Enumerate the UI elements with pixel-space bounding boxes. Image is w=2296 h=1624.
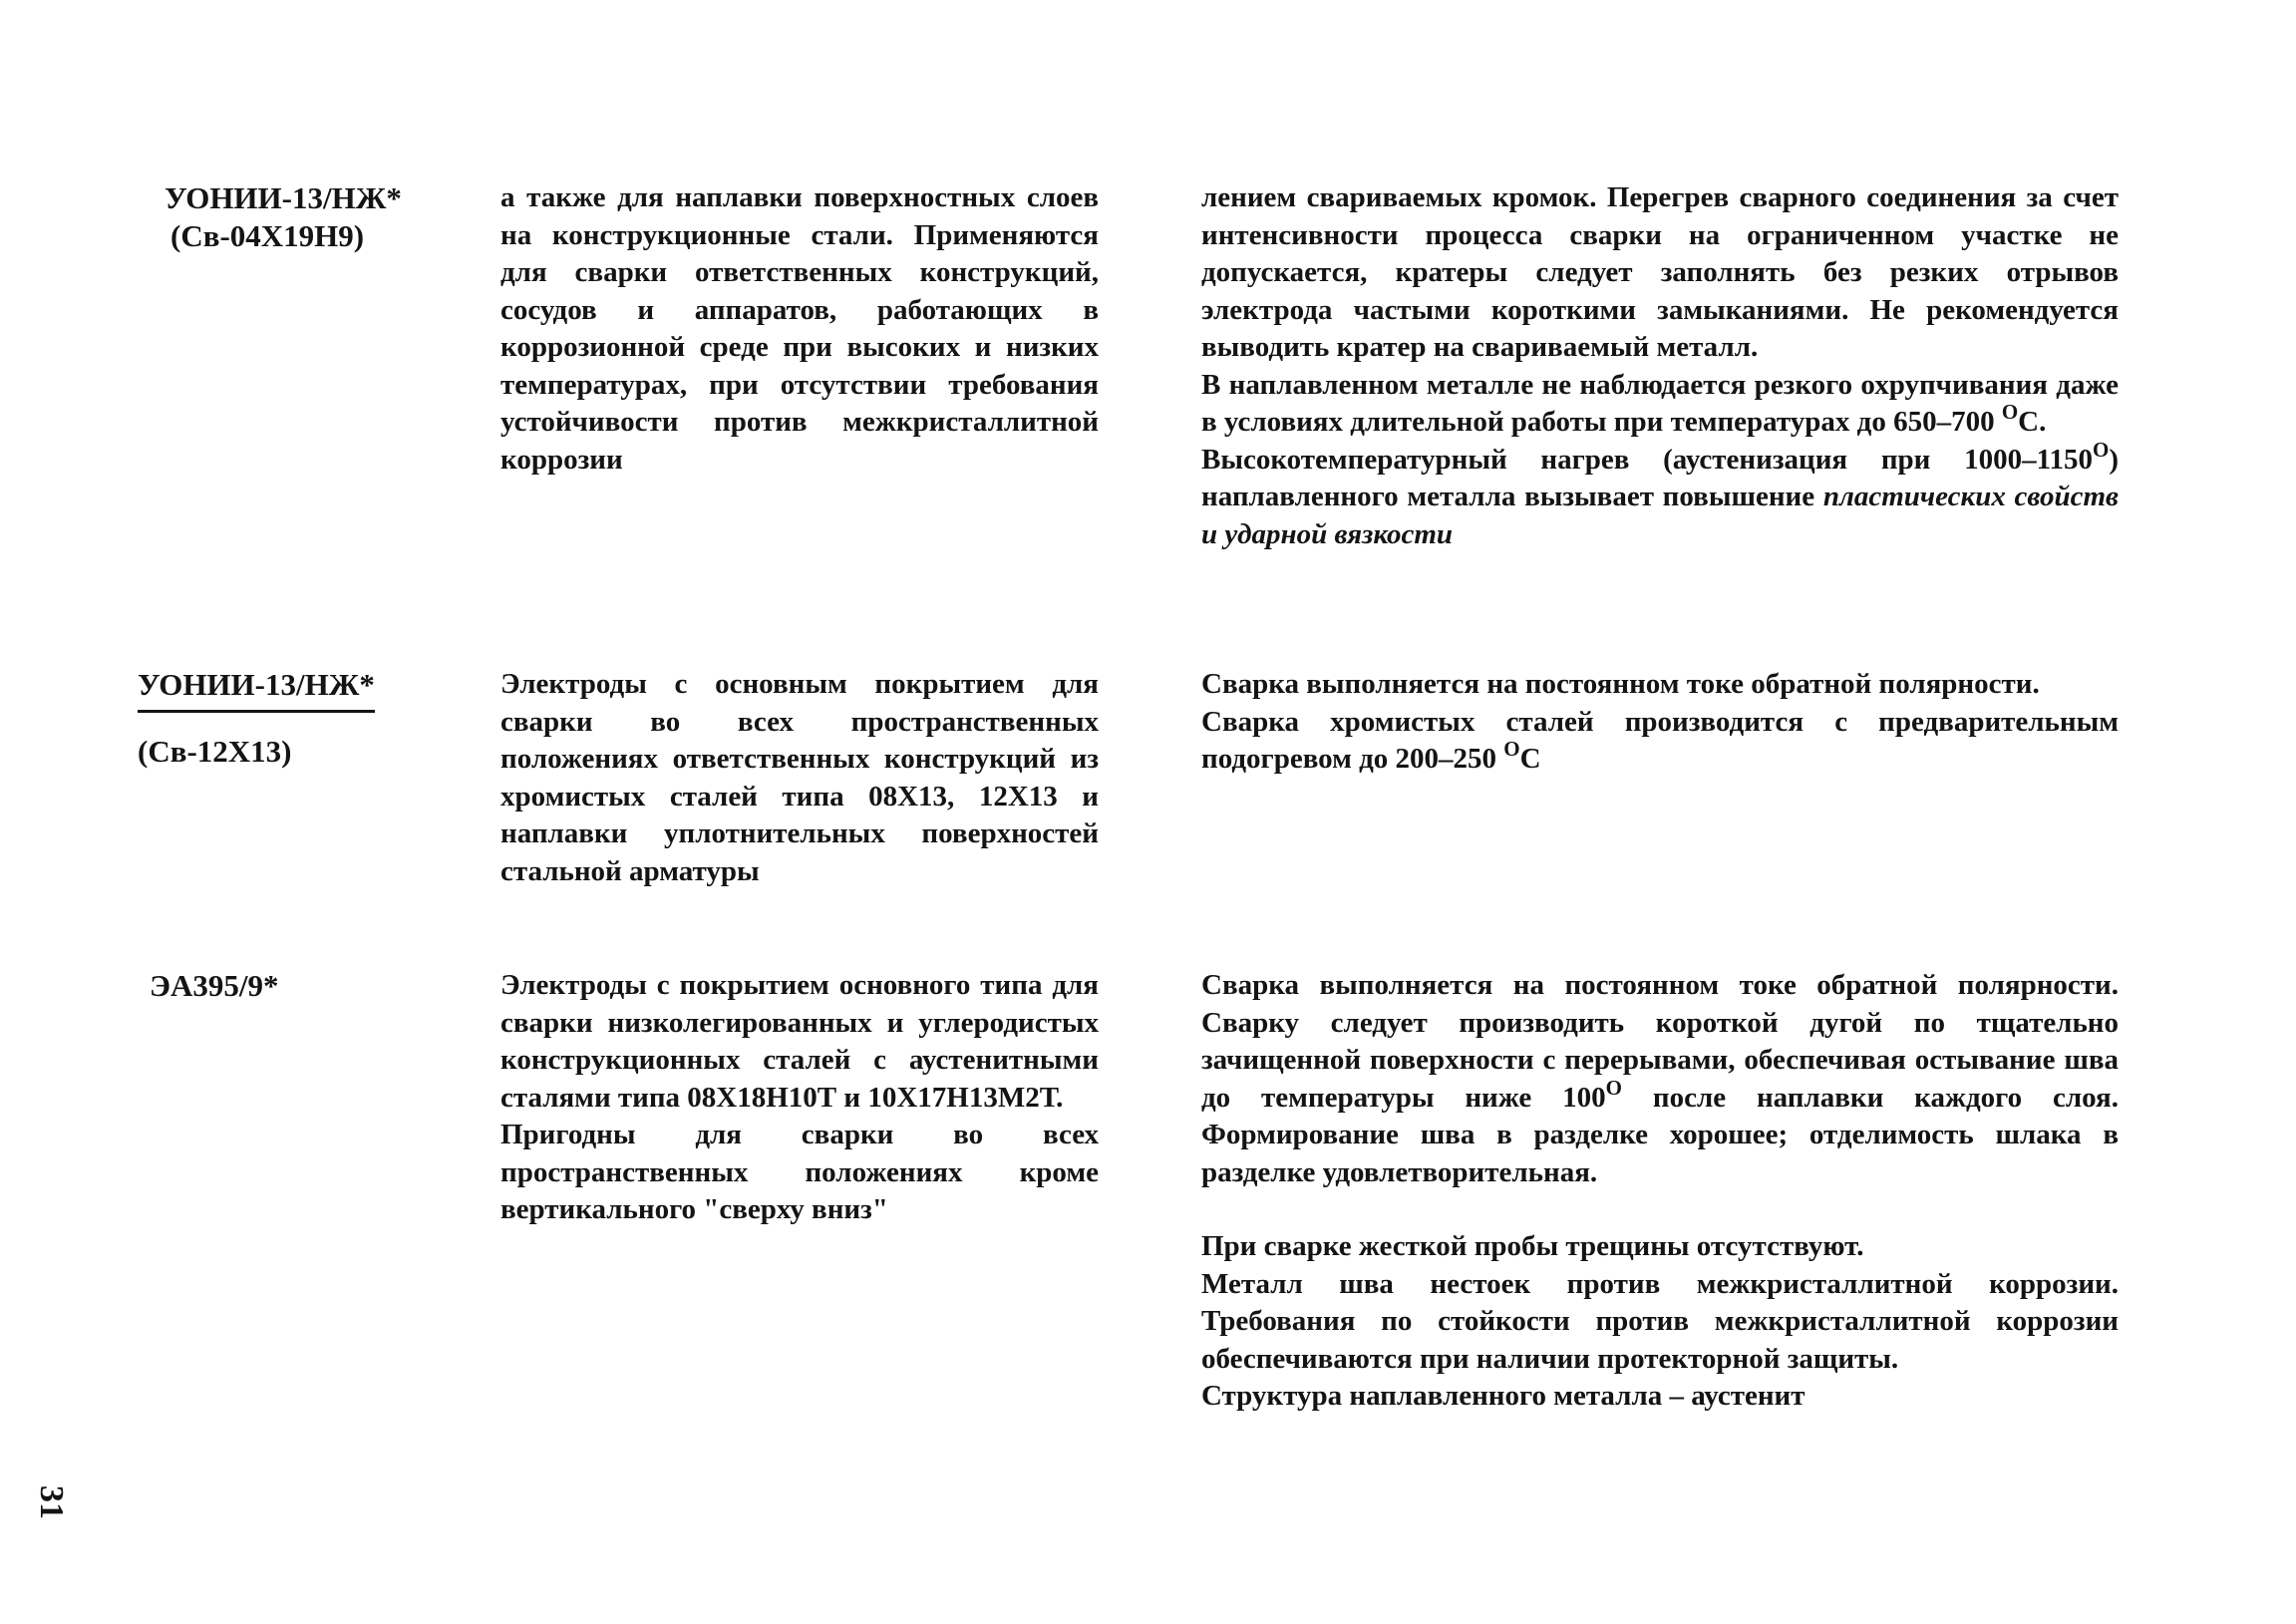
notes-paragraph: Сварка выполняется на постоянном токе обратной полярности. <box>1201 668 2040 700</box>
electrode-designation <box>150 967 479 1005</box>
electrode-notes <box>1201 666 2119 779</box>
purpose-text: а также для наплавки поверхностных слоев на конструкционные стали. Применяются для сварки ответственных конструкций, сосудов и аппаратов, работающих в коррозионной среде при высоких и низких температурах, при отсутствии требования устойчивости против межкристаллитной коррозии <box>500 181 1099 476</box>
notes-paragraph: В наплавленном металле не наблюдается резкого охрупчивания даже в условиях длительной работы при температурах до 650–700 $^O$C. <box>1201 368 2119 438</box>
purpose-text: Пригодны для сварки во всех пространственных положениях кроме вертикального "сверху вниз" <box>500 1119 1099 1225</box>
wire-grade: (Св-04Х19Н9) <box>170 218 365 253</box>
electrode-notes <box>1201 179 2119 553</box>
notes-paragraph: Структура наплавленного металла – аустенит <box>1201 1380 1805 1412</box>
notes-paragraph: Высокотемпературный нагрев (аустенизация при $1000-1150^O$) наплавленного металла вызывает повышение пластических свойств и ударной вязкости <box>1201 437 2120 550</box>
notes-paragraph: Металл шва нестоек против межкристаллитной коррозии. Требования по стойкости против межкристаллитной коррозии обеспечиваются при наличии протекторной защиты. <box>1201 1267 2119 1375</box>
electrode-purpose <box>500 967 1099 1229</box>
electrode-purpose <box>500 179 1099 479</box>
wire-grade: (Св-12Х13) <box>138 734 292 769</box>
notes-paragraph: лением свариваемых кромок. Перегрев сварного соединения за счет интенсивности процесса сварки на ограниченном участке не допускается, кратеры следует заполнять без резких отрывов электрода частыми короткими замыканиями. Не рекомендуется выводить кратер на свариваемый металл. <box>1201 181 2119 363</box>
electrode-grade: УОНИИ-13/НЖ* <box>138 666 467 713</box>
electrode-purpose <box>500 666 1099 890</box>
electrode-grade: ЭА395/9* <box>150 968 279 1003</box>
electrode-designation <box>138 666 467 771</box>
purpose-text: Электроды с покрытием основного типа для сварки низколегированных и углеродистых конструкционных сталей с аустенитными сталями типа 08Х18Н10Т и 10Х17Н13М2Т. <box>500 969 1099 1114</box>
notes-paragraph: При сварке жесткой пробы трещины отсутствуют. <box>1201 1230 1864 1262</box>
purpose-text: Электроды с основным покрытием для сварки во всех пространственных положениях ответственных конструкций из хромистых сталей типа 08Х13, 12Х13 и наплавки уплотнительных поверхностей стальной арматуры <box>500 668 1099 887</box>
electrode-designation <box>164 179 493 255</box>
electrode-grade: УОНИИ-13/НЖ* <box>164 180 402 215</box>
notes-paragraph: Сварка выполняется на постоянном токе обратной полярности. Сварку следует производить короткой дугой по тщательно зачищенной поверхности с перерывами, обеспечивая остывание шва до температуры ниже $100^O$ после наплавки каждого слоя. Формирование шва в разделке хорошее; отделимость шлака в разделке удовлетворительная. <box>1201 969 2119 1188</box>
page-number: 31 <box>33 1485 70 1519</box>
notes-paragraph: Сварка хромистых сталей производится с предварительным подогревом до 200–250 $^O$C <box>1201 705 2119 775</box>
electrode-notes <box>1201 967 2119 1416</box>
